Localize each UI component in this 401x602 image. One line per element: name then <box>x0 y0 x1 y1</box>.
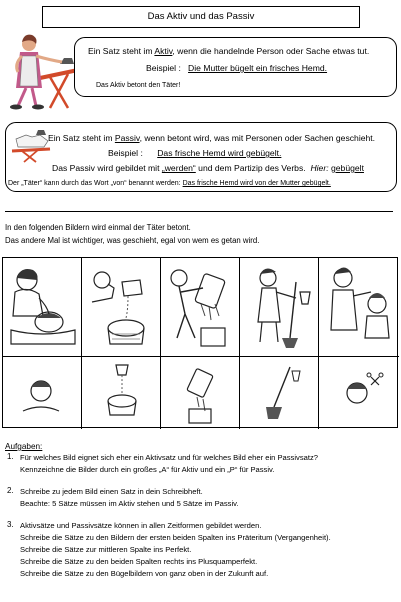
passiv-formation: Das Passiv wird gebildet mit „werden“ und dem Partizip des Verbs. Hier: gebügelt <box>52 163 364 173</box>
task-3-line-1: Aktivsätze und Passivsätze können in allen Zeitformen gebildet werden. <box>20 521 262 530</box>
task-3-number: 3. <box>7 520 14 529</box>
picture-grid <box>2 257 398 428</box>
passiv-taeter-note: Der „Täter“ kann durch das Wort „von“ benannt werden: Das frische Hemd wird von der Mutter gebügelt. <box>8 180 331 187</box>
picture-cell-7[interactable] <box>82 357 161 429</box>
shirt-being-ironed-illustration <box>10 125 52 163</box>
task-2-number: 2. <box>7 486 14 495</box>
task-1-line-1: Für welches Bild eignet sich eher ein Aktivsatz und für welches Bild eher ein Passivsatz? <box>20 453 318 462</box>
broom-sweeping-picture <box>240 357 319 429</box>
hair-being-cut-picture <box>319 357 399 429</box>
task-3-line-2: Schreibe die Sätze zu den Bildern der ersten beiden Spalten ins Präteritum (Vergangenheit). <box>20 533 331 542</box>
bin-being-emptied-picture <box>161 357 240 429</box>
task-3-line-3: Schreibe die Sätze zur mittleren Spalte ins Perfekt. <box>20 545 192 554</box>
picture-cell-8[interactable] <box>161 357 240 429</box>
man-cutting-hair-picture <box>319 258 399 357</box>
task-1-line-2: Kennzeichne die Bilder durch ein großes „A“ für Aktiv und ein „P“ für Passiv. <box>20 465 275 474</box>
man-emptying-bin-picture <box>161 258 240 357</box>
picture-cell-10[interactable] <box>319 357 399 429</box>
picture-cell-1[interactable] <box>3 258 82 357</box>
task-2-line-1: Schreibe zu jedem Bild einen Satz in dein Schreibheft. <box>20 487 203 496</box>
aktiv-definition: Ein Satz steht im Aktiv, wenn die handelnde Person oder Sache etwas tut. <box>88 46 370 56</box>
picture-cell-2[interactable] <box>82 258 161 357</box>
picture-cell-5[interactable] <box>319 258 399 357</box>
task-3-line-5: Schreibe die Sätze zu den Bügelbildern von ganz oben in der Zukunft auf. <box>20 569 269 578</box>
passiv-example: Beispiel : Das frische Hemd wird gebügelt. <box>108 148 282 158</box>
task-2-line-2: Beachte: 5 Sätze müssen im Aktiv stehen und 5 Sätze im Passiv. <box>20 499 239 508</box>
woman-ironing-illustration <box>2 30 80 112</box>
intro-line-1: In den folgenden Bildern wird einmal der Täter betont. <box>5 223 191 232</box>
tasks-heading: Aufgaben: <box>5 442 43 451</box>
section-divider <box>5 211 393 212</box>
picture-cell-9[interactable] <box>240 357 319 429</box>
aktiv-example: Beispiel : Die Mutter bügelt ein frisches Hemd. <box>146 63 328 73</box>
aktiv-term: Aktiv <box>154 46 173 56</box>
passiv-definition: Ein Satz steht im Passiv, wenn betont wird, was mit Personen oder Sachen geschieht. <box>48 133 376 143</box>
picture-cell-6[interactable] <box>3 357 82 429</box>
intro-line-2: Das andere Mal ist wichtiger, was geschieht, egal von wem es getan wird. <box>5 236 260 245</box>
aktiv-note: Das Aktiv betont den Täter! <box>96 82 181 89</box>
woman-sweeping-picture <box>240 258 319 357</box>
passiv-term: Passiv <box>114 133 140 143</box>
head-being-washed-picture <box>3 357 82 429</box>
task-1-number: 1. <box>7 452 14 461</box>
water-poured-in-bucket-picture <box>82 357 161 429</box>
task-3-line-4: Schreibe die Sätze zu den beiden Spalten rechts ins Plusquamperfekt. <box>20 557 258 566</box>
picture-cell-4[interactable] <box>240 258 319 357</box>
picture-cell-3[interactable] <box>161 258 240 357</box>
hairdresser-picture <box>3 258 82 357</box>
pouring-water-picture <box>82 258 161 357</box>
worksheet-title: Das Aktiv und das Passiv <box>42 6 360 28</box>
